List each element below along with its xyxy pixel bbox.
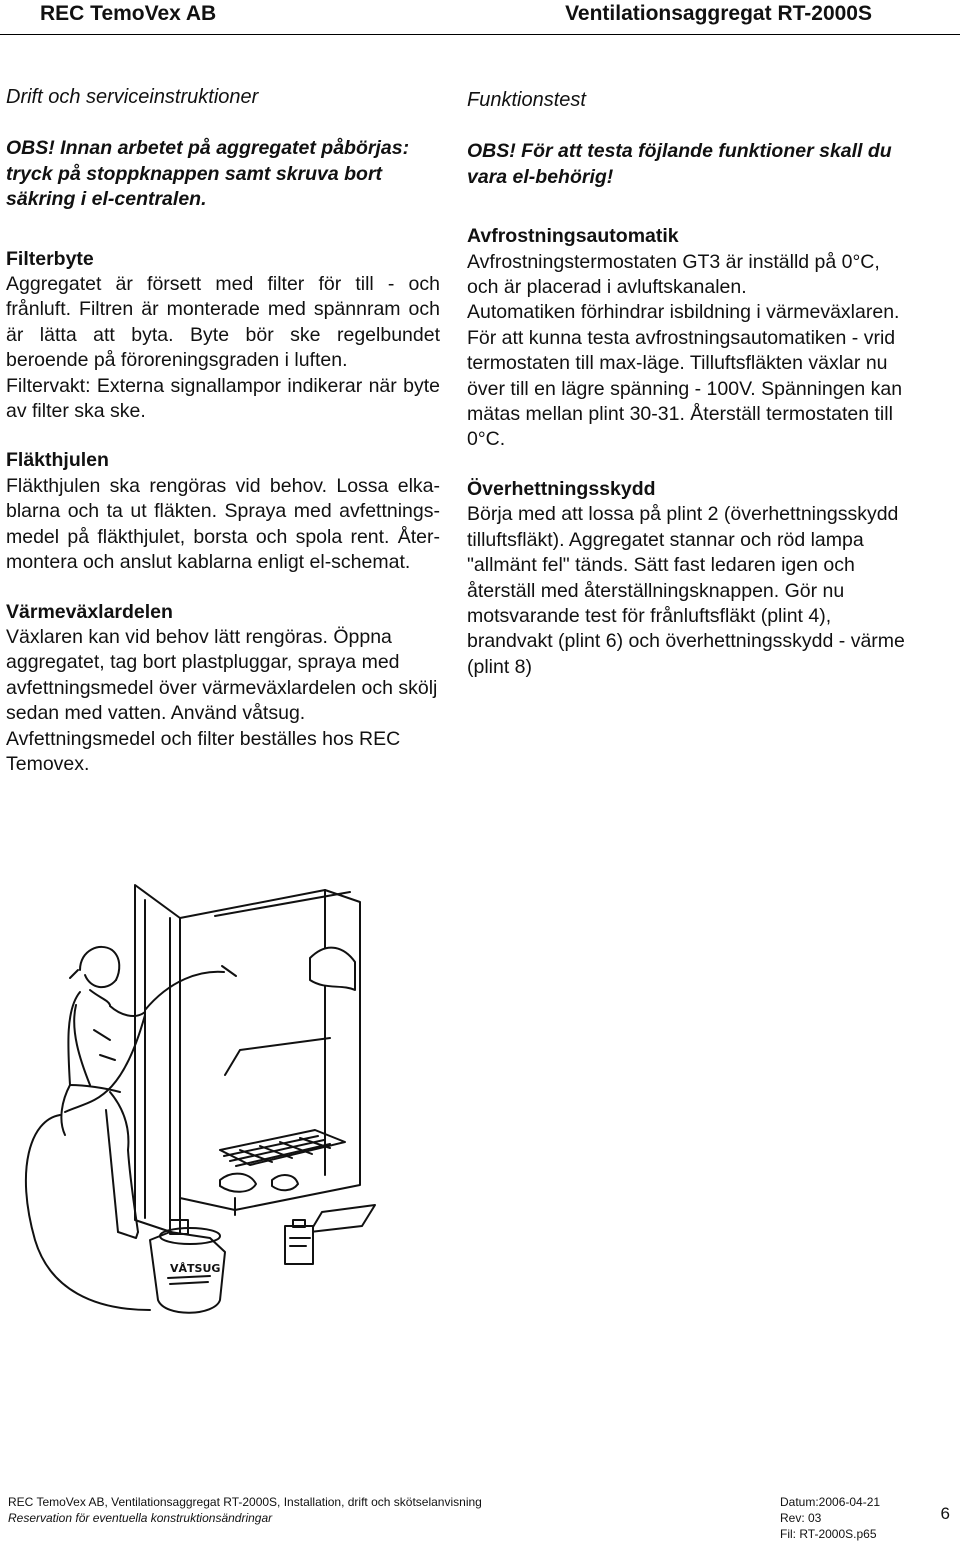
footer-datum: Datum:2006-04-21 bbox=[780, 1495, 881, 1509]
company-name: REC TemoVex AB bbox=[40, 2, 217, 25]
filterbyte-text: Aggregatet är försett med filter för till - och frånluft. Filtren är monterade med spännram och är lätta att byta. Byte bör ske regelbundet beroende på föroreningsgraden i luften. bbox=[6, 273, 440, 372]
footer-fil: Fil: RT-2000S.p65 bbox=[780, 1527, 877, 1541]
overhettning-heading: Överhettningsskydd bbox=[467, 477, 656, 500]
obs-warning-right: OBS! För att testa föjlande funktioner skall du vara el-behörig! bbox=[467, 140, 892, 188]
footer-rev: Rev: 03 bbox=[780, 1511, 822, 1525]
page-header bbox=[0, 0, 960, 35]
varmevaxlardelen-text: Växlaren kan vid behov lätt rengöras. Öppna aggregatet, tag bort plastpluggar, spraya med avfettningsmedel över värmeväxlardelen och skölj sedan med vatten. Använd våtsug. Avfettningsmedel och filter beställes hos REC Temovex. bbox=[6, 625, 438, 775]
cleaning-illustration bbox=[10, 880, 470, 1380]
right-column bbox=[467, 88, 907, 704]
avfrostning-text-1: Avfrostningstermostaten GT3 är inställd på 0°C, och är placerad i avluftskanalen. bbox=[467, 250, 880, 299]
detergent-bottle bbox=[285, 1220, 313, 1264]
avfrostning-heading: Avfrostningsautomatik bbox=[467, 225, 679, 248]
section-title-funktionstest: Funktionstest bbox=[467, 89, 586, 111]
left-column bbox=[6, 85, 440, 801]
open-door bbox=[135, 885, 180, 1235]
varmevaxlardelen-heading: Värmeväxlardelen bbox=[6, 600, 173, 623]
footer-document-title: REC TemoVex AB, Ventilationsaggregat RT-2000S, Installation, drift och skötselanvisning bbox=[8, 1495, 482, 1509]
flakthjulen-text: Fläkthjulen ska rengöras vid behov. Lossa elka- blarna och ta ut fläkten. Spraya med avfettnings- medel på fläkthjulet, borsta och spola rent. Åter- montera och anslut kablarna enligt el-schemat. bbox=[6, 474, 440, 574]
removed-panel bbox=[310, 1205, 375, 1232]
overhettning-text: Börja med att lossa på plint 2 (överhettningsskydd tilluftsfläkt). Aggregatet stannar och röd lampa "allmänt fel" tänds. Sätt fast ledaren igen och återställ med återställningsknappen. Gör nu motsvarande test för frånluftsfläkt (plint 4), brandvakt (plint 6) och överhettningsskydd - värme (plint 8) bbox=[467, 503, 905, 678]
product-name: Ventilationsaggregat RT-2000S bbox=[565, 2, 872, 25]
footer-right bbox=[780, 1494, 910, 1542]
filterbyte-heading: Filterbyte bbox=[6, 247, 94, 270]
flakthjulen-section bbox=[6, 448, 440, 575]
wet-vacuum bbox=[150, 1220, 225, 1313]
avfrostning-text-2: Automatiken förhindrar isbildning i värmeväxlaren. För att kunna testa avfrostningsautomatiken - vrid termostaten till max-läge. Tilluftsfläkten växlar nu över till en lägre spänning - 100V. Spänningen kan mätas mellan plint 30-31. Återställ termostaten till 0°C. bbox=[467, 301, 903, 451]
section-title-drift: Drift och serviceinstruktioner bbox=[6, 86, 259, 108]
flakthjulen-heading: Fläkthjulen bbox=[6, 449, 109, 472]
filtervakt-text: Filtervakt: Externa signallampor indikerar när byte av filter ska ske. bbox=[6, 374, 440, 423]
varmevaxlardelen-section bbox=[6, 600, 440, 778]
page-footer bbox=[0, 1488, 960, 1539]
overhettning-section bbox=[467, 477, 907, 680]
avfrostning-section bbox=[467, 224, 907, 453]
filterbyte-section bbox=[6, 247, 440, 425]
vatsug-label: VÅTSUG bbox=[170, 1262, 221, 1275]
page-number: 6 bbox=[940, 1504, 950, 1523]
footer-reservation: Reservation för eventuella konstruktionsändringar bbox=[8, 1511, 273, 1525]
woman-cleaning bbox=[61, 947, 145, 1238]
obs-warning-left: OBS! Innan arbetet på aggregatet påbörjas: tryck på stoppknappen samt skruva bort säkring i el-centralen. bbox=[6, 137, 410, 211]
ventilation-unit-cabinet bbox=[180, 890, 360, 1215]
footer-left bbox=[8, 1494, 528, 1526]
